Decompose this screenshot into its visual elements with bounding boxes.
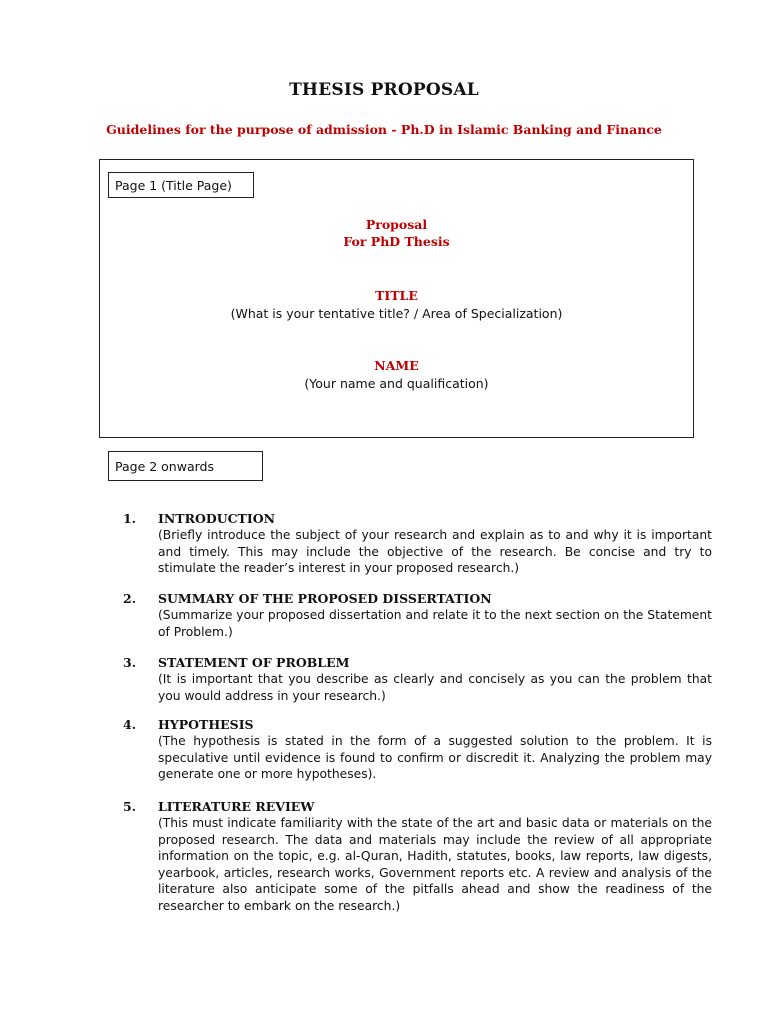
section-heading: STATEMENT OF PROBLEM <box>158 655 350 670</box>
section-number: 2. <box>123 591 137 606</box>
document-title: THESIS PROPOSAL <box>289 80 479 100</box>
section-heading: INTRODUCTION <box>158 511 276 526</box>
title-page-label: Page 1 (Title Page) <box>108 172 254 198</box>
section-heading: LITERATURE REVIEW <box>158 799 315 814</box>
section-number: 4. <box>123 717 137 732</box>
document-subtitle: Guidelines for the purpose of admission - Ph.D in Islamic Banking and Finance <box>106 122 662 137</box>
section-number: 1. <box>123 511 137 526</box>
section-heading: HYPOTHESIS <box>158 717 254 732</box>
section-body: (Briefly introduce the subject of your research and explain as to and why it is important and timely. This may include the objective of the research. Be concise and try to stimulate the reader’s interest in your proposed research.) <box>158 528 712 575</box>
section-heading: SUMMARY OF THE PROPOSED DISSERTATION <box>158 591 492 606</box>
name-description: (Your name and qualification) <box>304 376 489 391</box>
section-number: 5. <box>123 799 137 814</box>
section-body: (This must indicate familiarity with the state of the art and basic data or materials on the proposed research. The data and materials may include the review of all appropriate information on the topic, e.g. al-Quran, Hadith, statutes, books, law reports, law digests, yearbook, articles, research works, Government reports etc. A review and analysis of the literature also anticipate some of the pitfalls ahead and show the readiness of the researcher to embark on the research.) <box>158 816 712 913</box>
proposal-line-2: For PhD Thesis <box>343 234 450 249</box>
title-description: (What is your tentative title? / Area of Specialization) <box>230 306 563 321</box>
page-2-label: Page 2 onwards <box>108 451 263 481</box>
section-body: (Summarize your proposed dissertation and relate it to the next section on the Statement of Problem.) <box>158 608 712 639</box>
proposal-heading <box>99 216 694 250</box>
title-heading: TITLE <box>375 288 418 303</box>
name-heading: NAME <box>374 358 419 373</box>
proposal-line-1: Proposal <box>365 217 428 232</box>
name-block <box>99 357 694 392</box>
section-body: (It is important that you describe as clearly and concisely as you can the problem that you would address in your research.) <box>158 672 712 703</box>
title-block <box>99 287 694 322</box>
section-number: 3. <box>123 655 137 670</box>
section-body: (The hypothesis is stated in the form of a suggested solution to the problem. It is speculative until evidence is found to confirm or discredit it. Analyzing the problem may generate one or more hypotheses). <box>158 734 712 781</box>
